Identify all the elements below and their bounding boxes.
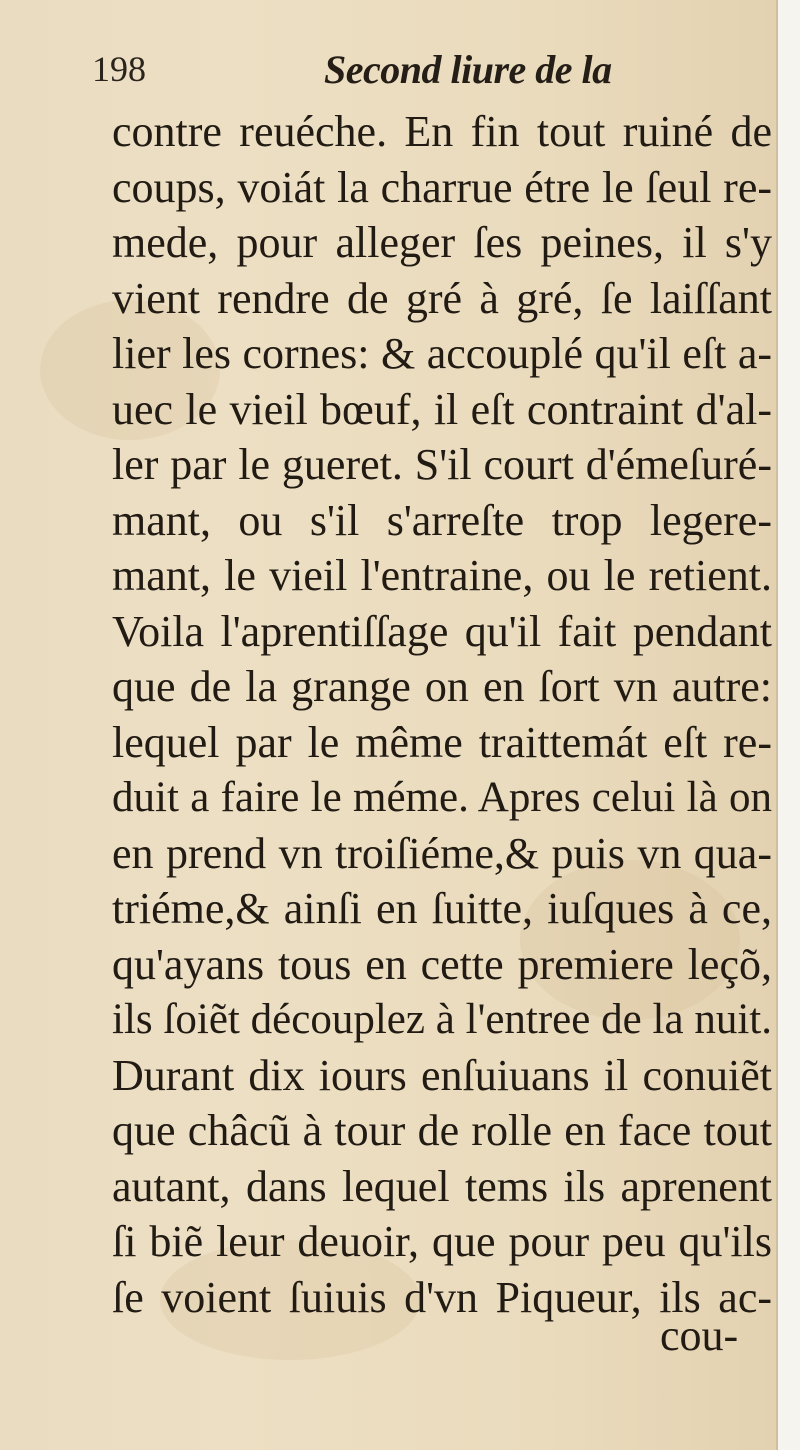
page-header [92, 44, 612, 104]
text-line: mant, ou s'il s'arreſte trop legere- [112, 495, 772, 545]
text-line: en prend vn troiſiéme,& puis vn qua- [112, 828, 772, 878]
page-number: 198 [92, 49, 146, 89]
text-line: Voila l'aprentiſſage qu'il fait pendant [112, 606, 772, 656]
text-line: ler par le gueret. S'il court d'émeſuré- [112, 440, 772, 489]
text-line: ſe voient ſuiuis d'vn Piqueur, ils ac- [112, 1272, 772, 1322]
text-line: que de la grange on en ſort vn autre: [112, 662, 772, 711]
text-line: mant, le vieil l'entraine, ou le retient. [112, 551, 772, 600]
text-line: duit a faire le méme. Apres celui là on [112, 774, 772, 821]
running-title: Second liure de la [324, 47, 612, 92]
text-line: ils ſoiẽt découplez à l'entree de la nuit. [112, 996, 772, 1043]
text-line: que châcũ à tour de rolle en face tout [112, 1106, 772, 1155]
text-line: qu'ayans tous en cette premiere leçõ, [112, 939, 772, 989]
scan-margin [778, 0, 800, 1450]
body-text [112, 104, 772, 1325]
text-line: coups, voiát la charrue étre le ſeul re- [112, 162, 772, 212]
text-line: ſi biẽ leur deuoir, que pour peu qu'ils [112, 1217, 772, 1266]
text-line: lier les cornes: & accouplé qu'il eſt a- [112, 329, 772, 378]
text-line: lequel par le même traittemát eſt re- [112, 717, 772, 767]
text-line: mede, pour alleger ſes peines, il s'y [112, 218, 772, 267]
text-line: vient rendre de gré à gré, ſe laiſſant [112, 273, 772, 323]
text-line: autant, dans lequel tems ils aprenent [112, 1161, 772, 1211]
text-line: triéme,& ainſi en ſuitte, iuſques à ce, [112, 884, 772, 933]
catchword: cou- [660, 1311, 739, 1360]
text-line: Durant dix iours enſuiuans il conuiẽt [112, 1050, 772, 1100]
text-line: contre reuéche. En fin tout ruiné de [112, 107, 772, 156]
text-line: uec le vieil bœuf, il eſt contraint d'al- [112, 384, 772, 434]
